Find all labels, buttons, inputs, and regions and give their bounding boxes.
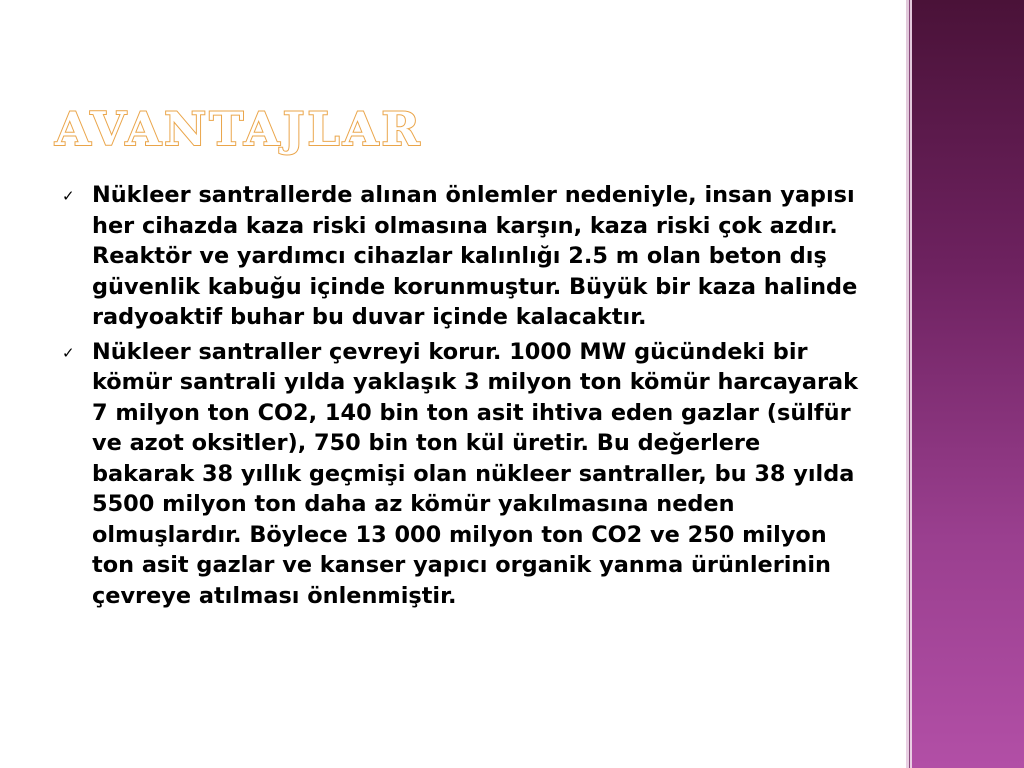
side-decorative-band (912, 0, 1024, 768)
bullet-list (60, 180, 860, 615)
slide-title: AVANTAJLAR (55, 102, 423, 156)
bullet-text-2: Nükleer santraller çevreyi korur. 1000 MW gücündeki bir kömür santrali yılda yaklaşık 3 milyon ton kömür harcayarak 7 milyon ton CO2, 140 bin ton asit ihtiva eden gazlar (sülfür ve azot oksitler), 750 bin ton kül üretir. Bu değerlere bakarak 38 yıllık geçmişi olan nükleer santraller, bu 38 yılda 5500 milyon ton daha az kömür yakılmasına neden olmuşlardır. Böylece 13 000 milyon ton CO2 ve 250 milyon ton asit gazlar ve kanser yapıcı organik yanma ürünlerinin çevreye atılması önlenmiştir. (92, 338, 859, 609)
side-band-edge-line (909, 0, 910, 768)
checkmark-icon: ✓ (62, 343, 75, 362)
checkmark-icon: ✓ (62, 187, 75, 205)
bullet-text-1: Nükleer santrallerde alınan önlemler nedeniyle, insan yapısı her cihazda kaza riski olmasına karşın, kaza riski çok azdır. Reaktör ve yardımcı cihazlar kalınlığı 2.5 m olan beton dış güvenlik kabuğu içinde korunmuştur. Büyük bir kaza halinde radyoaktif buhar bu duvar içinde kalacaktır. (92, 182, 858, 330)
bullet-item-1 (60, 180, 860, 333)
bullet-item-2 (60, 337, 860, 612)
